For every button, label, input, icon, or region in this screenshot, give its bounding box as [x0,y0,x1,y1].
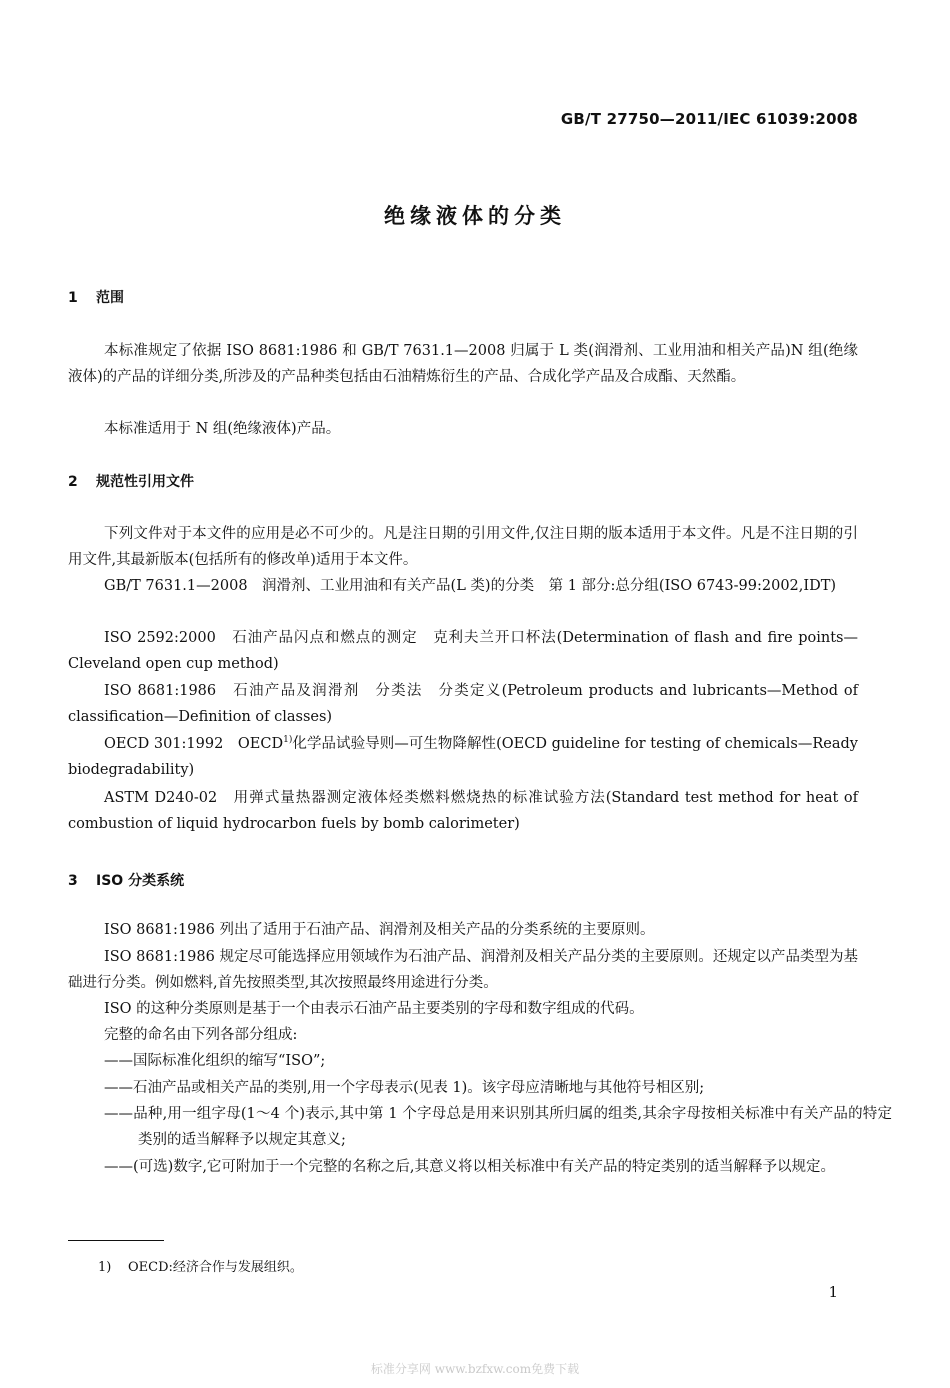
reference-item: ISO 8681:1986 石油产品及润滑剂 分类法 分类定义(Petroleum products and lubricants—Method of classification—Definition of classes) [68,683,858,725]
reference-text: OECD 301:1992 OECD [104,736,284,752]
footnote-divider [68,1240,164,1241]
reference-item: GB/T 7631.1—2008 润滑剂、工业用油和有关产品(L 类)的分类 第 1 部分:总分组(ISO 6743-99:2002,IDT) [104,578,837,594]
classification-paragraph: ISO 8681:1986 列出了适用于石油产品、润滑剂及相关产品的分类系统的主要原则。 [104,922,655,938]
footnote-mark: 1) [98,1260,112,1275]
reference-item [68,731,858,783]
section-number: 2 [68,474,78,490]
reference-text: 化学品试验导则—可生物降解性(OECD guideline for testing of chemicals—Ready biodegradability) [68,736,858,778]
list-item: ——国际标准化组织的缩写“ISO”; [104,1053,326,1069]
page-number: 1 [828,1283,838,1301]
section-title: 规范性引用文件 [96,474,194,490]
document-title: 绝缘液体的分类 [384,204,566,228]
footnote [98,1256,303,1275]
scope-paragraph: 本标准规定了依据 ISO 8681:1986 和 GB/T 7631.1—2008 归属于 L 类(润滑剂、工业用油和相关产品)N 组(绝缘液体)的产品的详细分类,所涉及的产品种类包括由石油精炼衍生的产品、合成化学产品及合成酯、天然酯。 [68,343,858,385]
list-item: ——(可选)数字,它可附加于一个完整的名称之后,其意义将以相关标准中有关产品的特定类别的适当解释予以规定。 [104,1159,836,1175]
watermark: 标准分享网 www.bzfxw.com免费下载 [370,1362,580,1376]
references-intro: 下列文件对于本文件的应用是必不可少的。凡是注日期的引用文件,仅注日期的版本适用于本文件。凡是不注日期的引用文件,其最新版本(包括所有的修改单)适用于本文件。 [68,526,858,568]
section-3-heading [68,870,184,890]
list-item: ——石油产品或相关产品的类别,用一个字母表示(见表 1)。该字母应清晰地与其他符号相区别; [104,1080,705,1096]
section-title: ISO 分类系统 [96,873,185,889]
standard-code: GB/T 27750—2011/IEC 61039:2008 [560,110,858,128]
section-2-heading [68,471,194,491]
list-item: ——品种,用一组字母(1～4 个)表示,其中第 1 个字母总是用来识别其所归属的组类,其余字母按相关标准中有关产品的特定类别的适当解释予以规定其意义; [104,1106,892,1148]
footnote-marker: 1) [283,735,293,746]
classification-paragraph: 完整的命名由下列各部分组成: [104,1027,298,1043]
scope-applicability: 本标准适用于 N 组(绝缘液体)产品。 [104,421,341,437]
footnote-text: OECD:经济合作与发展组织。 [128,1260,303,1275]
classification-paragraph: ISO 的这种分类原则是基于一个由表示石油产品主要类别的字母和数字组成的代码。 [104,1001,644,1017]
section-number: 1 [68,290,78,306]
section-title: 范围 [96,290,124,306]
reference-item: ASTM D240-02 用弹式量热器测定液体烃类燃料燃烧热的标准试验方法(Standard test method for heat of combustion of liquid hydrocarbon fuels by bomb calorimeter) [68,790,858,832]
classification-paragraph: ISO 8681:1986 规定尽可能选择应用领域作为石油产品、润滑剂及相关产品分类的主要原则。还规定以产品类型为基础进行分类。例如燃料,首先按照类型,其次按照最终用途进行分类。 [68,949,858,991]
reference-item: ISO 2592:2000 石油产品闪点和燃点的测定 克利夫兰开口杯法(Determination of flash and fire points—Cleveland open cup method) [68,630,858,672]
section-number: 3 [68,873,78,889]
section-1-heading [68,287,124,307]
